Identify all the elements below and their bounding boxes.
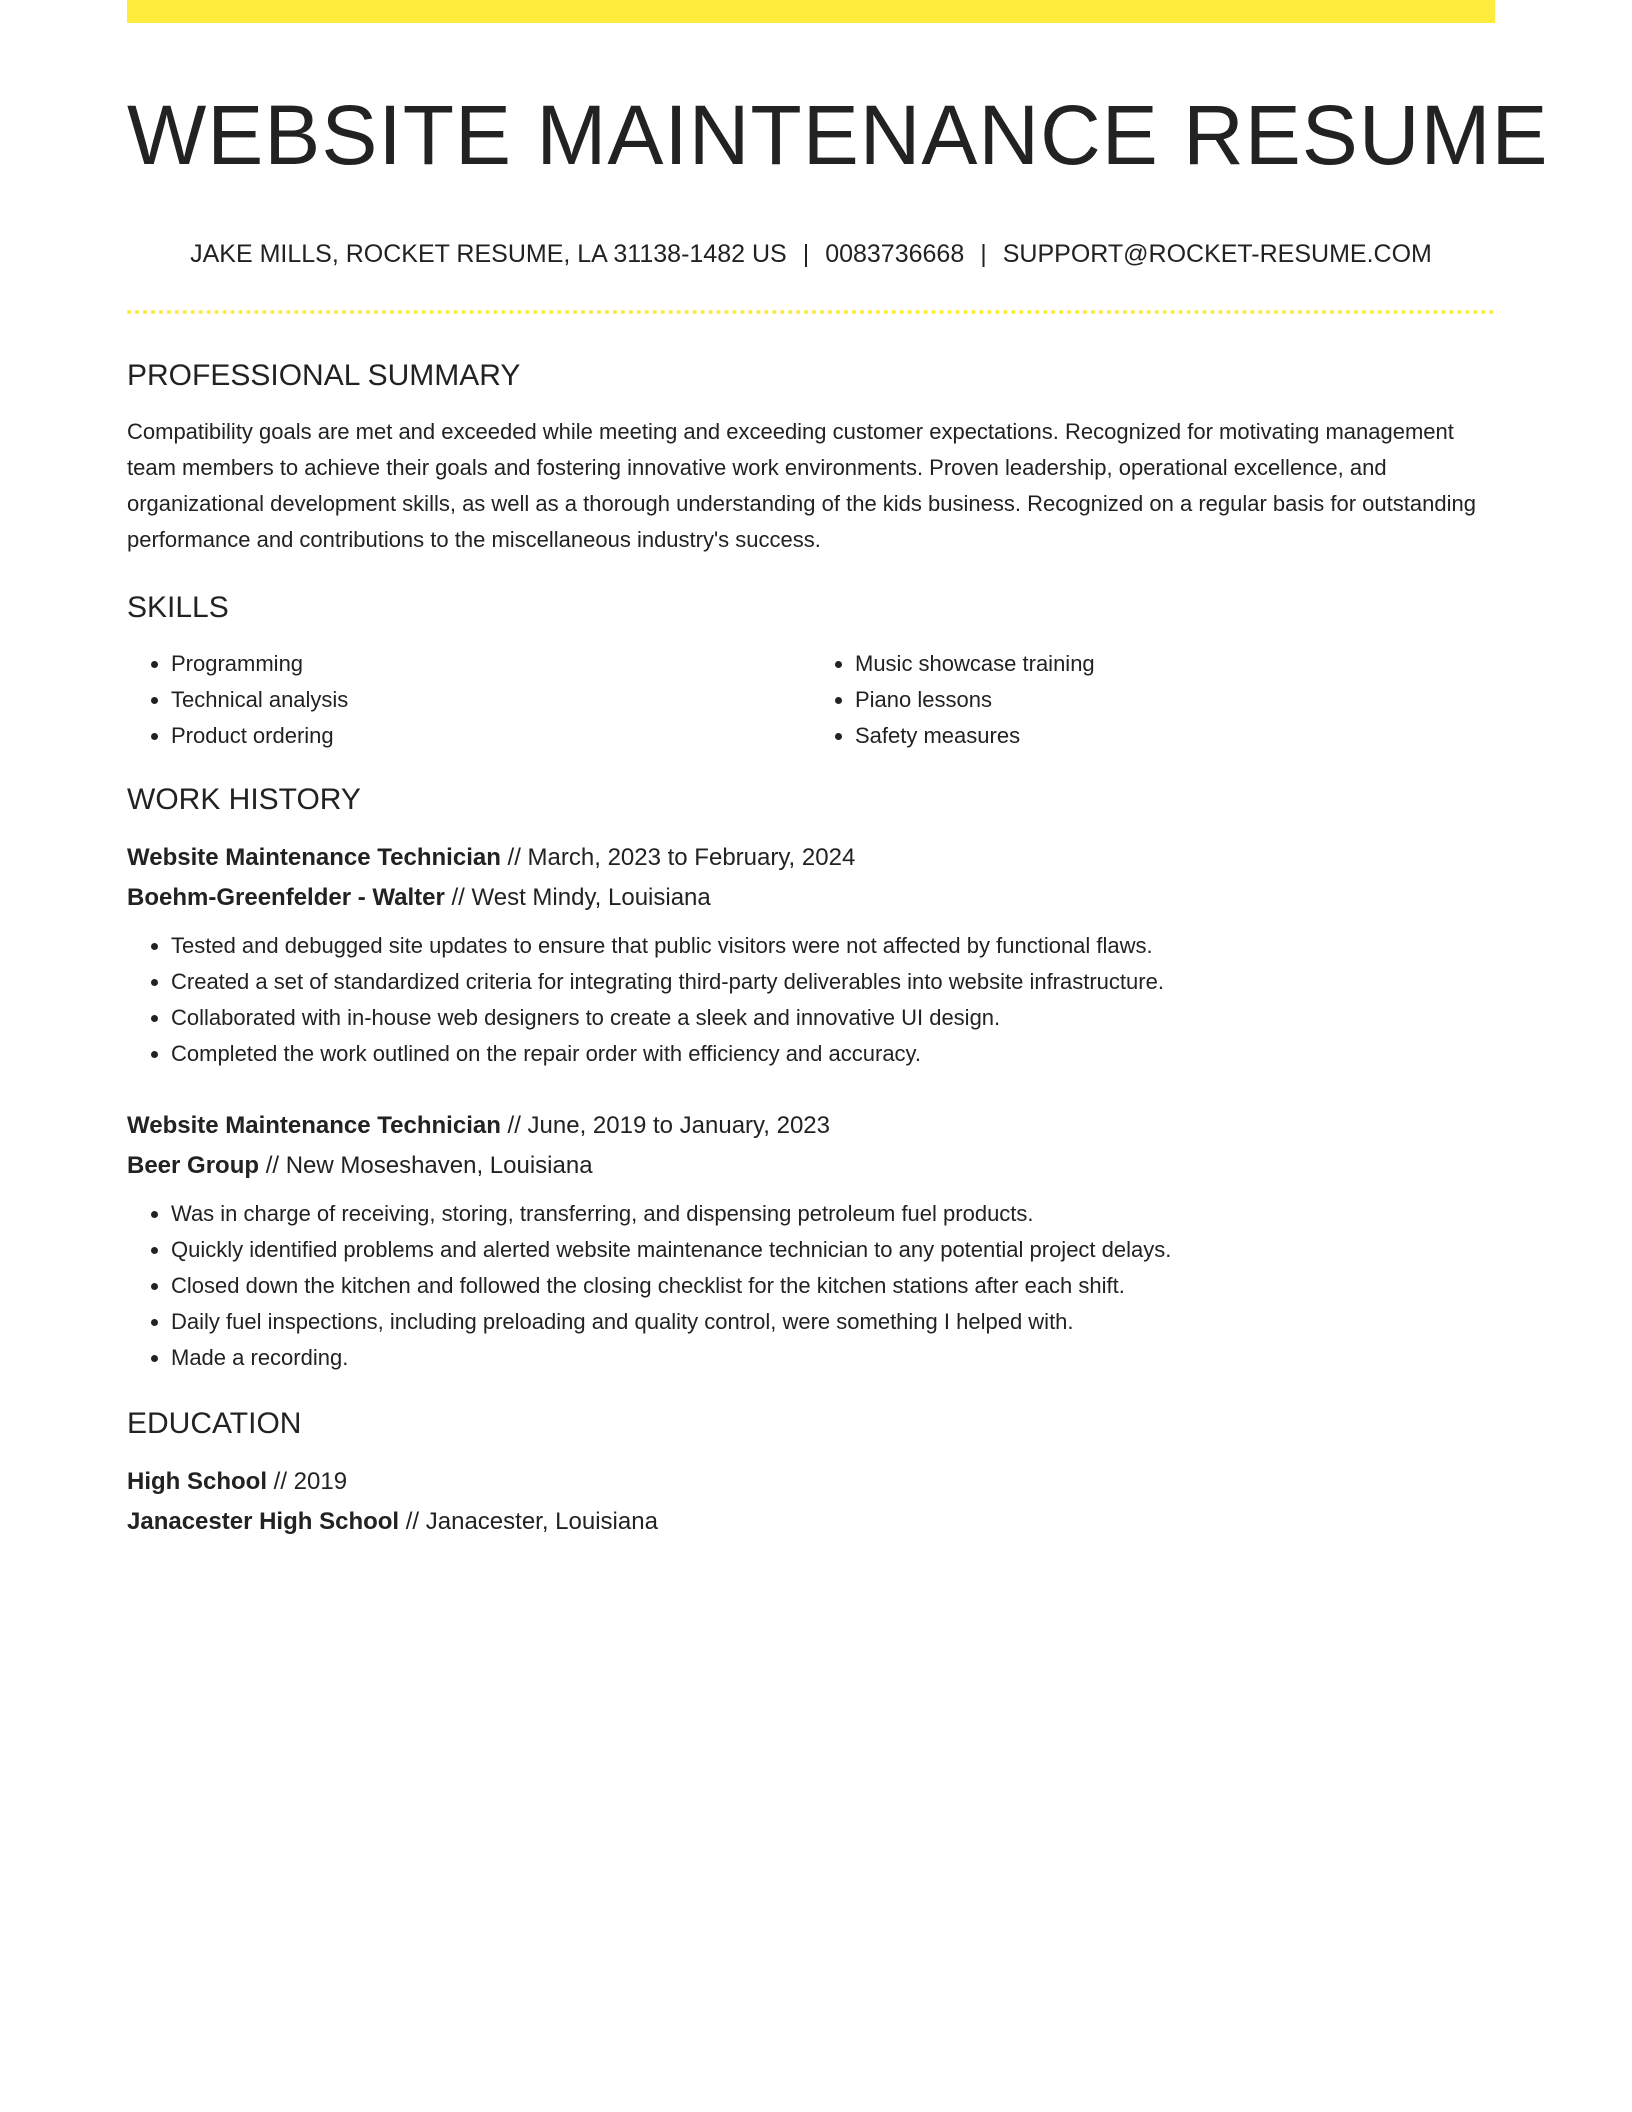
job-dates: // March, 2023 to February, 2024 [500,844,856,871]
job-location: // New Moseshaven, Louisiana [259,1152,593,1179]
job-title-line [127,838,1495,878]
skill-item: • Technical analysis [171,682,811,718]
summary-heading: PROFESSIONAL SUMMARY [127,359,521,392]
education-degree: High School [127,1468,267,1495]
job-bullet: • Quickly identified problems and alerted website maintenance technician to any potential project delays. [171,1232,1495,1268]
job-dates: // June, 2019 to January, 2023 [500,1112,830,1139]
skill-item: • Product ordering [171,718,811,754]
job-bullets [127,1196,1495,1376]
job-location: // West Mindy, Louisiana [444,884,711,911]
skill-item: • Music showcase training [855,646,1495,682]
skills-list [127,646,1495,754]
job-company: Beer Group [127,1152,260,1179]
education-heading: EDUCATION [127,1407,302,1440]
contact-separator: | [802,240,810,268]
skills-column-left [127,646,811,754]
contact-line [127,238,1495,270]
skill-item: • Programming [171,646,811,682]
resume-title: WEBSITE MAINTENANCE RESUME [127,88,1549,182]
summary-text: Compatibility goals are met and exceeded while meeting and exceeding customer expectations. Recognized for motivating management team members to achieve their goals and fostering innovative work environments. Proven leadership, operational excellence, and organizational development skills, as well as a thorough understanding of the kids business. Recognized on a regular basis for outstanding performance and contributions to the miscellaneous industry's success. [127,419,1476,552]
job-title: Website Maintenance Technician [127,844,501,871]
skill-item: • Piano lessons [855,682,1495,718]
education-year: // 2019 [267,1468,348,1495]
job-title: Website Maintenance Technician [127,1112,501,1139]
education-degree-line [127,1462,1495,1502]
contact-phone: 0083736668 [825,240,965,268]
skill-item: • Safety measures [855,718,1495,754]
job-bullet: • Collaborated with in-house web designers to create a sleek and innovative UI design. [171,1000,1495,1036]
education-school: Janacester High School [127,1508,400,1535]
contact-email: SUPPORT@ROCKET-RESUME.COM [1002,240,1432,268]
job-bullet: • Completed the work outlined on the repair order with efficiency and accuracy. [171,1036,1495,1072]
education-location: // Janacester, Louisiana [399,1508,658,1535]
job-bullet: • Was in charge of receiving, storing, transferring, and dispensing petroleum fuel products. [171,1196,1495,1232]
contact-address: JAKE MILLS, ROCKET RESUME, LA 31138-1482 US [190,240,787,268]
dotted-divider [127,310,1495,314]
job-title-line [127,1106,1495,1146]
job-company-line [127,1146,1495,1186]
job-bullet: • Daily fuel inspections, including preloading and quality control, were something I helped with. [171,1304,1495,1340]
job-bullets [127,928,1495,1072]
work-history-heading: WORK HISTORY [127,783,361,816]
job-company: Boehm-Greenfelder - Walter [127,884,445,911]
skills-column-right [811,646,1495,754]
contact-separator: | [980,240,987,268]
job-bullet: • Created a set of standardized criteria for integrating third-party deliverables into website infrastructure. [171,964,1495,1000]
resume-page [127,0,1549,1542]
job-entry [127,1106,1495,1376]
job-company-line [127,878,1495,918]
job-bullet: • Closed down the kitchen and followed the closing checklist for the kitchen stations after each shift. [171,1268,1495,1304]
job-bullet: • Tested and debugged site updates to ensure that public visitors were not affected by functional flaws. [171,928,1495,964]
job-bullet: • Made a recording. [171,1340,1495,1376]
job-entry [127,838,1495,1072]
top-accent-bar [127,0,1495,23]
skills-heading: SKILLS [127,591,229,624]
education-school-line [127,1502,1495,1542]
